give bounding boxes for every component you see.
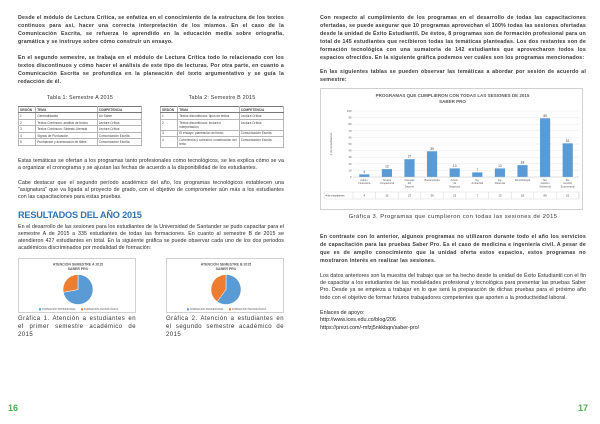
bar-chart-svg [321, 89, 584, 211]
chart-subtitle: SABER PRO [215, 267, 237, 272]
x-category-label: Tec. Gestión Empresarial [560, 179, 575, 189]
data-table-value: 27 [407, 193, 412, 198]
data-table-value: 18 [520, 193, 525, 198]
x-category-label: Terapia Ocupacional [379, 179, 395, 186]
body-paragraph: Cabe destacar que el segundo período académico del año, los programas tecnológicos establecen una "asignatura" que va ligada al proyecto de grado, con el objetivo de comprometer aún más a los estudiantes con las capacitaciones para estas pruebas. [18, 179, 284, 201]
x-category-label: Ciencias del Deporte [404, 179, 415, 189]
data-table-row [324, 192, 579, 199]
left-column [18, 14, 284, 339]
data-table-value: 13 [453, 193, 457, 198]
session-tables [18, 94, 284, 148]
x-category-label: Admin. de Negocios [449, 179, 461, 189]
table-cell: Lectura Crítica [97, 126, 141, 132]
pie-charts-row [18, 258, 284, 313]
y-tick-label: 50 [348, 143, 352, 146]
legend-label: FORMACIÓN PROFESIONAL [42, 308, 76, 312]
table-header-cell: SESIÓN [19, 107, 36, 113]
legend-label: FORMACIÓN TECNOLÓGICA [84, 308, 119, 312]
bar-value-label: 13 [498, 163, 502, 168]
bar-value-label: 39 [430, 146, 434, 151]
legend-swatch [81, 309, 83, 311]
data-table-value: 13 [498, 193, 502, 198]
bar-value-label: 4 [363, 169, 366, 174]
x-category-label: Admin. Financiera [358, 179, 371, 186]
pie-chart-semester-a [18, 258, 136, 313]
data-table-value: 12 [385, 193, 389, 198]
bar-value-label: 18 [520, 160, 525, 165]
sessions-table [18, 106, 142, 146]
intro-paragraph: En el segundo semestre, se trabaja en el módulo de Lectura Crítica todo lo relacionado con los textos discontinuos y cómo hacer el análisis de este tipo de lecturas. Por otra parte, en cuanto a Comunicación Escrita se profundiza en la planeación del texto argumentativo y se guía la redacción de él. [18, 55, 284, 85]
table-cell: 1 [19, 113, 36, 119]
results-paragraph: En el desarrollo de las sesiones para los estudiantes de la Universidad de Santander se pudo capacitar para el semestre A de 2015 a 335 estudiantes de todas las formaciones. En cuanto al semestre B de 2015 se atendieron 427 estudiantes en total. En la siguiente gráfica se puede observar cada uno de los dos periodos académicos discriminados por modalidad de formación: [18, 223, 284, 252]
table-cell: 1 [161, 113, 178, 119]
table-row [161, 136, 284, 147]
chart-title: PROGRAMAS QUE CUMPLIERON CON TODAS LAS SESIONES DE 2015 [375, 93, 530, 98]
pie-chart-semester-b [166, 258, 284, 313]
y-tick-label: 100 [347, 110, 352, 113]
support-links [320, 310, 586, 333]
table-header-cell: SESIÓN [161, 107, 178, 113]
y-tick-label: 30 [348, 156, 352, 160]
x-category-label: Ing. Sistemas [494, 179, 506, 186]
legend-label: FORMACIÓN PROFESIONAL [190, 308, 224, 312]
bar-chart-programs [320, 88, 583, 210]
y-tick-label: 10 [348, 169, 352, 173]
table-cell: 5 [19, 139, 36, 145]
data-table-value: 4 [363, 193, 366, 198]
table-cell: Lectura Crítica [97, 119, 141, 125]
intro-paragraph: Con respecto al cumplimiento de los programas en el desarrollo de todas las capacitaciones ofertadas, se puede asegurar que 10 programas aprovechan el 100% todas las sesiones ofertadas desde la unidad de Éxito Estudiantil. De éstos, 8 programas son de formación profesional para un total de 145 estudiantes que recibieron todas las temáticas planteadas. Los dos restantes son de formación tecnológica con una sumatoria de 142 estudiantes que aprovecharon todos los espacios ofrecidos. En la siguiente gráfica podemos ver cuáles son los programas mencionados: [320, 15, 586, 61]
x-category-label: Bacteriología [424, 179, 440, 182]
table-cell: Lectura Crítica [239, 119, 283, 130]
right-column [320, 14, 586, 332]
table-cell: 3 [161, 130, 178, 136]
table-header-cell: TEMA [178, 107, 240, 113]
bar-value-label: 13 [452, 163, 457, 168]
table-cell: Un Saber [97, 113, 141, 119]
support-link[interactable]: http://www.ices.edu.co/blog/206 [320, 317, 396, 324]
bar [359, 174, 369, 177]
table-cell: Puntuación y acentuación de tildes [36, 139, 98, 145]
figure-caption: Gráfica 3. Programas que cumplieron con todas las sesiones de 2015 [348, 214, 558, 220]
bar [382, 169, 392, 177]
table-cell: Textos Continuos: análisis de textos [36, 119, 98, 125]
table-caption: Tabla 2: Semestre B 2015 [188, 95, 256, 101]
x-category-label: Microbiología [514, 179, 531, 182]
bar [517, 165, 527, 177]
y-tick-label: 80 [348, 123, 352, 127]
bar-value-label: 12 [385, 164, 389, 169]
legend-swatch [187, 309, 189, 311]
y-tick-label: 40 [348, 149, 352, 153]
data-table-value: 51 [566, 193, 570, 198]
page-number: 17 [578, 403, 589, 413]
support-link[interactable]: https://prezi.com/-mfzj5nkkbqn/saber-pro/ [320, 324, 420, 331]
x-category-label: Tec. Gestión Ambiental [539, 179, 551, 189]
y-tick-label: 70 [348, 129, 352, 133]
table-cell: 2 [161, 119, 178, 130]
figure-caption: Gráfica 2. Atención a estudiantes en el segundo semestre académico de 2015 [166, 316, 284, 338]
y-tick-label: 60 [348, 136, 352, 140]
intro-paragraph: En las siguientes tablas se pueden observar las temáticas a abordar por sesión de acuerdo al semestre: [320, 69, 586, 83]
legend-label: FORMACIÓN TECNOLÓGICA [232, 308, 267, 312]
pie-slice [63, 275, 78, 293]
data-table-value: 39 [430, 193, 434, 198]
y-tick-label: 90 [348, 116, 352, 120]
bar [450, 168, 460, 177]
table-cell: Textos Continuos: Síntesis Literaria [36, 126, 98, 132]
chart-subtitle: SABER PRO [439, 99, 466, 104]
table-cell: El ensayo: planeación del texto [178, 130, 240, 136]
table-cell: Comunicación Escrita [239, 136, 283, 147]
bar [495, 168, 505, 177]
legend-swatch [39, 309, 41, 311]
table-cell: Lectura Crítica [239, 113, 283, 119]
table-cell: Comunicación Escrita [97, 139, 141, 145]
chart-title: ATENCIÓN SEMESTRE A 2015 [52, 262, 104, 267]
table-cell: Generalidades [36, 113, 98, 119]
page-right [300, 0, 600, 424]
data-table-value: 7 [476, 193, 479, 198]
body-paragraph: Estas temáticas se ofertan a los programas tanto profesionales como tecnológicos, se les explica cómo se va a organizar el cronograma y se ajustan las fechas de acuerdo a la disponibilidad de los estudiantes. [18, 157, 284, 171]
table-row [19, 139, 142, 145]
legend-swatch [229, 309, 231, 311]
body-paragraph: En contraste con lo anterior, algunos programas no utilizaron durante todo el año los servicios de capacitación para las pruebas Saber Pro. Es el caso de medicina e ingeniería civil. A pesar de que es de amplio conocimiento que la unidad oferta estos espacios, estos programas no mostraron interés en realizar las sesiones. [320, 234, 586, 264]
table-semester-b [160, 94, 284, 148]
bar [563, 143, 573, 177]
table-cell: 3 [19, 126, 36, 132]
y-tick-label: 0 [350, 176, 352, 179]
table-row [161, 119, 284, 130]
bar [427, 151, 437, 177]
pie-chart-svg [19, 259, 137, 314]
chart-subtitle: SABER PRO [67, 267, 89, 272]
chart-title: ATENCIÓN SEMESTRE B 2015 [200, 262, 252, 267]
table-cell: Signos de Puntuación [36, 132, 98, 138]
table-semester-a [18, 94, 142, 148]
y-tick-label: 20 [348, 162, 352, 166]
table-cell: Coherencia y cohesión: construcción del texto [178, 136, 240, 147]
bar-value-label: 89 [543, 113, 547, 118]
x-category-label: Ing. Ambiental [471, 179, 484, 186]
bar [404, 159, 414, 177]
table-header-cell: TEMA [36, 107, 98, 113]
table-cell: 2 [19, 119, 36, 125]
bar [472, 172, 482, 177]
body-paragraph: Los datos anteriores son la muestra del trabajo que se ha hecho desde la unidad de Éxito Estudiantil con el fin de capacitar a los estudiantes de las modalidades profesional y tecnológica para presentar las pruebas Saber Pro. Desde ya se empieza a trabajar en lo que será la preparación de dichas pruebas para el próximo año todo con el objetivo de formar futuros trabajadores competentes que aporten a la productividad laboral. [320, 273, 586, 301]
table-cell: 4 [161, 136, 178, 147]
table-cell: 4 [19, 132, 36, 138]
table-cell: Textos discontinuos: tipos de textos [178, 113, 240, 119]
section-heading: RESULTADOS DEL AÑO 2015 [18, 209, 142, 220]
table-cell: Comunicación Escrita [239, 130, 283, 136]
data-table-row-label: # de estudiantes [325, 194, 345, 198]
bar-value-label: 7 [476, 167, 479, 172]
y-axis-label: # de estudiantes [329, 132, 333, 156]
bar-value-label: 51 [565, 138, 570, 143]
table-cell: Textos discontinuos: lectura e interpretación [178, 119, 240, 130]
sessions-table [160, 106, 284, 148]
page-number: 16 [8, 403, 19, 413]
bar-value-label: 27 [407, 154, 412, 159]
pie-chart-svg [167, 259, 285, 314]
table-cell: Comunicación Escrita [97, 132, 141, 138]
table-caption: Tabla 1: Semestre A 2015 [46, 95, 114, 101]
intro-paragraph: Desde el módulo de Lectura Crítica, se enfatiza en el conocimiento de la estructura de los textos continuos para así, hacer una correcta interpretación de los mismos. En el caso de la Comunicación Escrita, se refuerza lo aprendido en la educación media sobre ortografía, gramática y se instruye sobre cómo construir un ensayo. [18, 15, 284, 45]
data-table-value: 89 [543, 193, 547, 198]
pie-captions [18, 316, 284, 339]
figure-caption: Gráfica 1. Atención a estudiantes en el primer semestre académico de 2015 [18, 316, 136, 338]
table-header-cell: COMPETENCIA [97, 107, 141, 113]
links-title: Enlaces de apoyo: [320, 309, 365, 316]
bar [540, 118, 550, 177]
table-header-cell: COMPETENCIA [239, 107, 283, 113]
